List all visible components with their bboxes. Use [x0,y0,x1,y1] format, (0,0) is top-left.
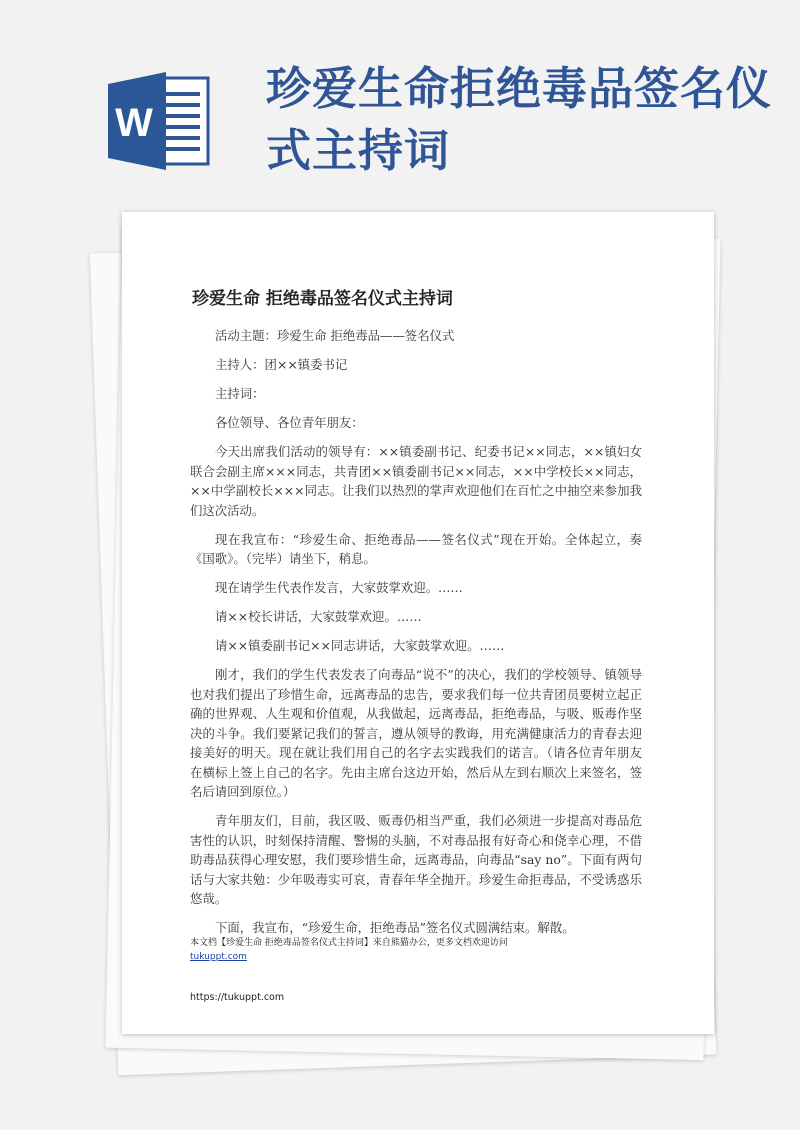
page-title: 珍爱生命拒绝毒品签名仪式主持词 [266,62,773,177]
document-page [122,212,714,1034]
paragraph: 青年朋友们，目前，我区吸、贩毒仍相当严重，我们必须进一步提高对毒品危害性的认识，时刻保持清醒、警惕的头脑，不对毒品报有好奇心和侥幸心理，不借助毒品获得心理安慰，我们要珍惜生命，远离毒品，向毒品“say no”。下面有两句话与大家共勉：少年吸毒实可哀，青春年华全抛开。珍爱生命拒毒品，不受诱惑乐悠哉。 [190,813,642,906]
paragraph: 现在请学生代表作发言，大家鼓掌欢迎。…… [215,580,463,595]
source-link[interactable]: tukuppt.com [190,952,247,962]
document-body [190,326,642,947]
paragraph: 主持人：团××镇委书记 [215,357,348,372]
paragraph: 现在我宣布：“珍爱生命、拒绝毒品——签名仪式”现在开始。全体起立，奏《国歌》。（完毕）请坐下，稍息。 [190,531,642,566]
paragraph: 活动主题：珍爱生命 拒绝毒品——签名仪式 [215,328,455,343]
paragraph: 今天出席我们活动的领导有：××镇委副书记、纪委书记××同志，××镇妇女联合会副主席×××同志，共青团××镇委副书记××同志，××中学校长××同志，××中学副校长×××同志。让我们以热烈的掌声欢迎他们在百忙之中抽空来参加我们这次活动。 [190,444,642,518]
paragraph: 下面，我宣布，“珍爱生命，拒绝毒品”签名仪式圆满结束。解散。 [215,920,575,935]
word-icon-letter: W [115,101,153,145]
paragraph: 请××镇委副书记××同志讲话，大家鼓掌欢迎。…… [215,638,505,653]
document-heading: 珍爱生命 拒绝毒品签名仪式主持词 [192,289,453,309]
document-url: https://tukuppt.com [190,992,285,1003]
paragraph: 主持词： [215,386,265,401]
word-document-icon [108,72,212,170]
paragraph: 请××校长讲话，大家鼓掌欢迎。…… [215,609,422,624]
source-note-text: 本文档【珍爱生命 拒绝毒品签名仪式主持词】来自熊猫办公，更多文档欢迎访问 [190,938,508,948]
paragraph: 刚才，我们的学生代表发表了向毒品“说不”的决心，我们的学校领导、镇领导也对我们提出了珍惜生命，远离毒品的忠告，要求我们每一位共青团员要树立起正确的世界观、人生观和价值观，从我做起，远离毒品，拒绝毒品，与吸、贩毒作坚决的斗争。我们要紧记我们的誓言，遵从领导的教诲，用充满健康活力的青春去迎接美好的明天。现在就让我们用自己的名字去实践我们的诺言。（请各位青年朋友在横标上签上自己的名字。先由主席台这边开始，然后从左到右顺次上来签名，签名后请回到原位。） [190,667,642,799]
paragraph: 各位领导、各位青年朋友： [215,415,364,430]
source-note [190,936,650,964]
